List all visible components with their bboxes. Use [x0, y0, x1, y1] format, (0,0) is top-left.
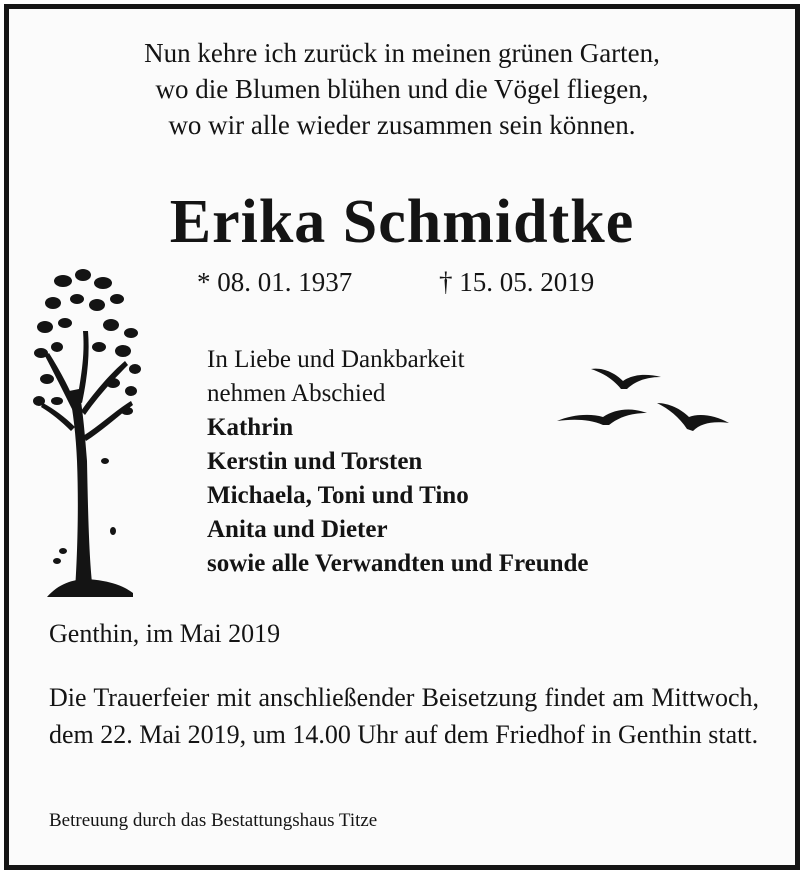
poem-line: Nun kehre ich zurück in meinen grünen Garten, [144, 38, 660, 68]
funeral-notice: Die Trauerfeier mit anschließender Beisetzung findet am Mittwoch, dem 22. Mai 2019, um 14.00 Uhr auf dem Friedhof in Genthin statt. [49, 683, 759, 749]
mourner-name: Kathrin [207, 414, 294, 441]
mourner-name: Kerstin und Torsten [207, 448, 423, 475]
mourner-name: Anita und Dieter [207, 516, 388, 543]
mourners-block [207, 343, 589, 581]
tree-icon [33, 261, 143, 601]
birth-date: * 08. 01. 1937 [197, 267, 353, 297]
mourners-intro: In Liebe und Dankbarkeit [207, 346, 465, 373]
poem-line: wo wir alle wieder zusammen sein können. [168, 110, 636, 140]
poem [9, 35, 795, 143]
undertaker-credit: Betreuung durch das Bestattungshaus Titze [49, 810, 378, 831]
mourners-intro: nehmen Abschied [207, 380, 386, 407]
obituary-frame [4, 4, 800, 870]
death-date: † 15. 05. 2019 [439, 267, 595, 297]
mourner-name: sowie alle Verwandten und Freunde [207, 550, 589, 577]
place-date: Genthin, im Mai 2019 [49, 619, 281, 648]
mourner-name: Michaela, Toni und Tino [207, 482, 469, 509]
deceased-name: Erika Schmidtke [169, 188, 635, 256]
flying-birds-icon [553, 361, 738, 441]
poem-line: wo die Blumen blühen und die Vögel fliegen, [155, 74, 649, 104]
